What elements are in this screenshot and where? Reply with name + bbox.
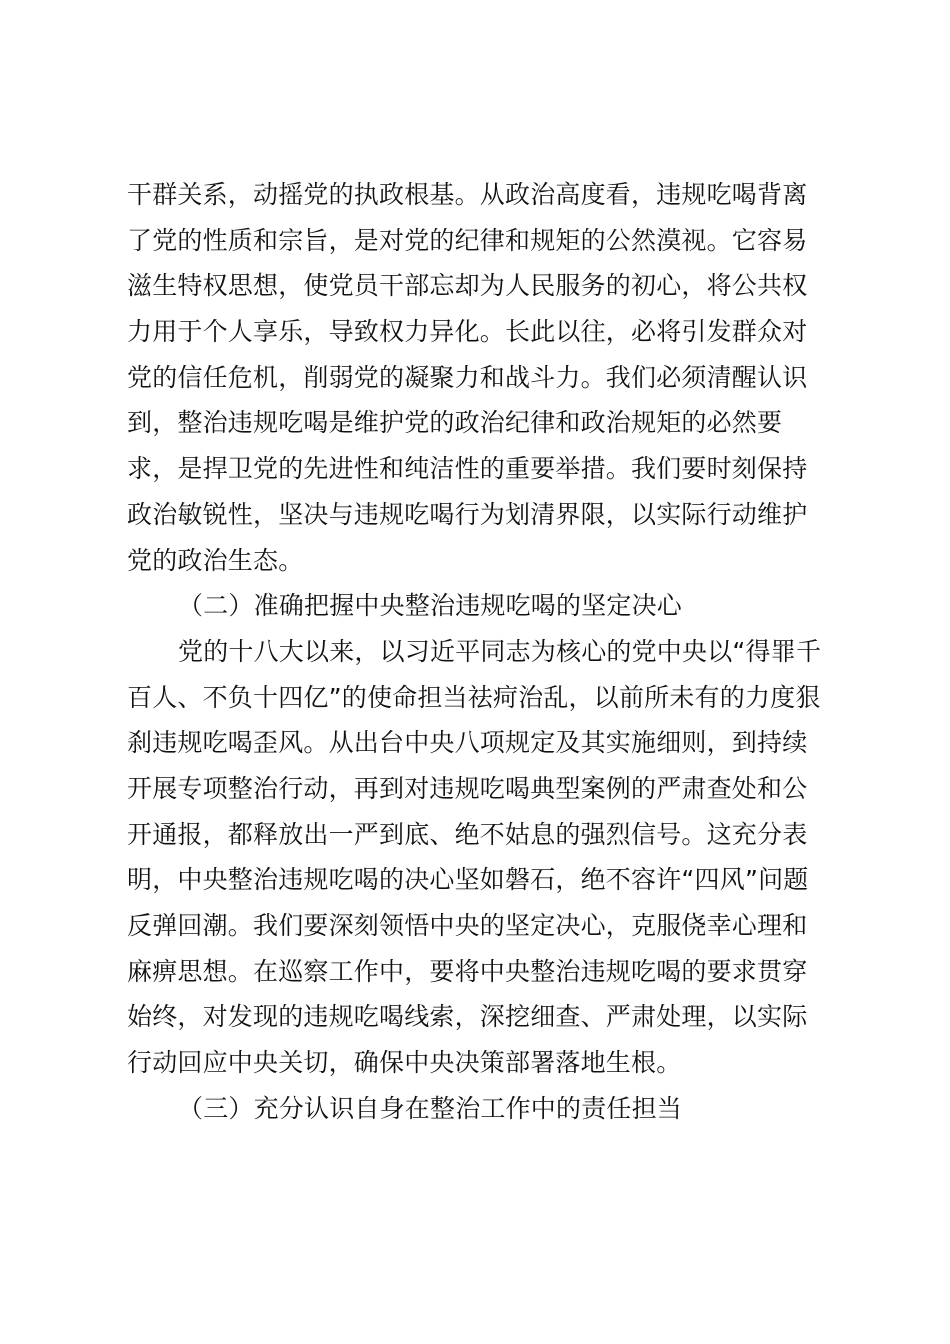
paragraph-line: 党的政治生态。 [127,545,304,575]
paragraph-line: 开通报，都释放出一严到底、绝不姑息的强烈信号。这充分表 [127,819,808,849]
paragraph-line: 始终，对发现的违规吃喝线索，深挖细查、严肃处理，以实际 [127,1002,808,1032]
paragraph-line: 开展专项整治行动，再到对违规吃喝典型案例的严肃查处和公 [127,773,808,803]
paragraph-line: 求，是捍卫党的先进性和纯洁性的重要举措。我们要时刻保持 [127,454,808,484]
paragraph-line: 党的信任危机，削弱党的凝聚力和战斗力。我们必须清醒认识 [127,362,808,392]
paragraph-line: 麻痹思想。在巡察工作中，要将中央整治违规吃喝的要求贯穿 [127,956,808,986]
paragraph-line: 力用于个人享乐，导致权力异化。长此以往，必将引发群众对 [127,317,808,347]
paragraph-line: 反弹回潮。我们要深刻领悟中央的坚定决心，克服侥幸心理和 [127,911,808,940]
paragraph-line: 滋生特权思想，使党员干部忘却为人民服务的初心，将公共权 [127,271,808,301]
paragraph-line: 政治敏锐性，坚决与违规吃喝行为划清界限，以实际行动维护 [127,499,808,529]
paragraph-line: 明，中央整治违规吃喝的决心坚如磐石，绝不容许“四风”问题 [127,865,809,895]
section-heading: （三）充分认识自身在整治工作中的责任担当 [178,1093,683,1123]
paragraph-line: 刹违规吃喝歪风。从出台中央八项规定及其实施细则，到持续 [127,728,808,758]
paragraph-line: 行动回应中央关切，确保中央决策部署落地生根。 [127,1048,682,1078]
paragraph-line: 到，整治违规吃喝是维护党的政治纪律和政治规矩的必然要 [127,408,783,438]
document-body [127,172,827,1131]
section-heading: （二）准确把握中央整治违规吃喝的坚定决心 [178,591,683,621]
paragraph-line: 党的十八大以来，以习近平同志为核心的党中央以“得罪千 [178,636,822,666]
paragraph-line: 干群关系，动摇党的执政根基。从政治高度看，违规吃喝背离 [127,180,808,209]
paragraph-line: 百人、不负十四亿”的使命担当祛疴治乱，以前所未有的力度狠 [127,682,821,712]
paragraph-line: 了党的性质和宗旨，是对党的纪律和规矩的公然漠视。它容易 [127,225,808,255]
